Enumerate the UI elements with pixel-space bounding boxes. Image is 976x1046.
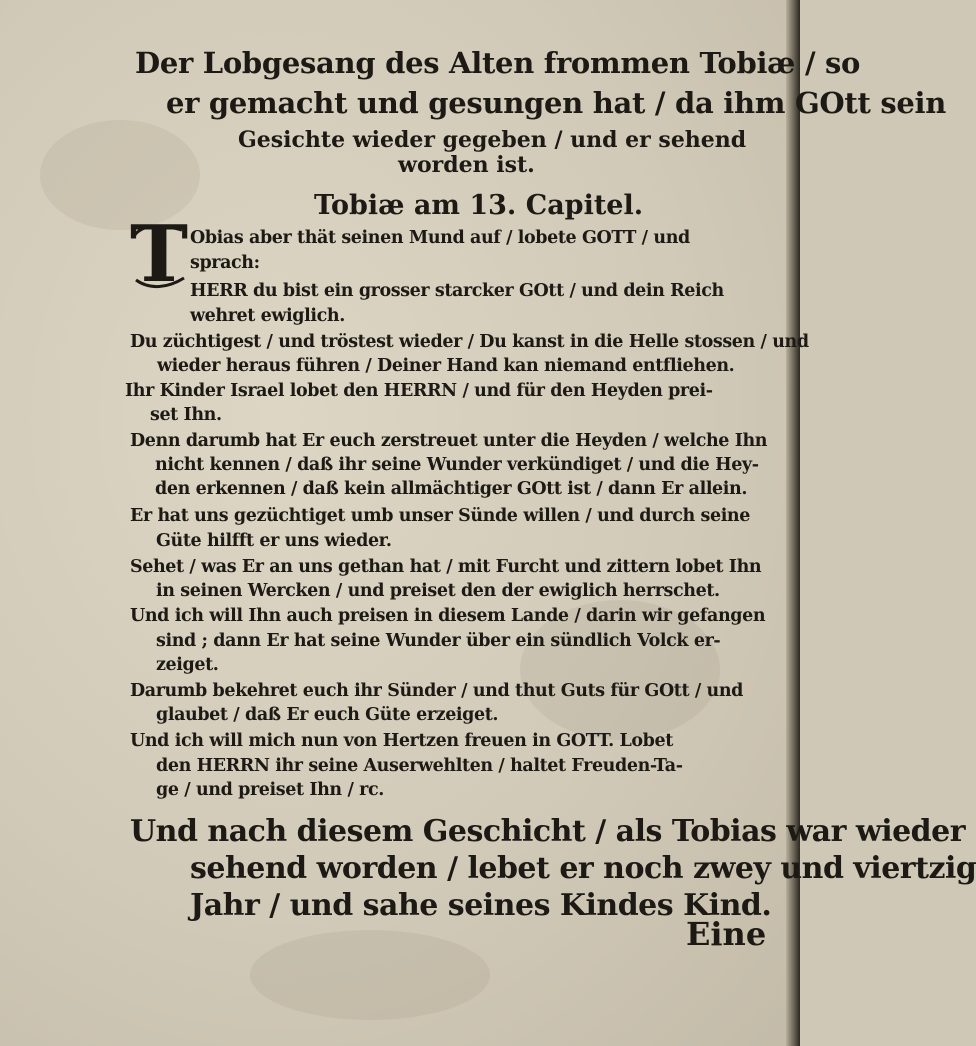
verse-line: glaubet / daß Er euch Güte erzeiget.: [156, 705, 499, 725]
verse-line: Und ich will mich nun von Hertzen freuen in GOTT. Lobet: [130, 731, 673, 751]
chapter-heading: Tobiæ am 13. Capitel.: [314, 190, 644, 221]
closing-line: Jahr / und sahe seines Kindes Kind.: [190, 888, 772, 923]
verse-line: HERR du bist ein grosser starcker GOtt / und dein Reich: [190, 281, 724, 301]
verse-line: nicht kennen / daß ihr seine Wunder verkündiget / und die Hey-: [155, 455, 759, 475]
closing-line: Und nach diesem Geschicht / als Tobias war wieder: [130, 814, 966, 849]
verse-line: Du züchtigest / und tröstest wieder / Du kanst in die Helle stossen / und: [130, 332, 809, 352]
title-line-4: worden ist.: [398, 152, 535, 178]
verse-line: ge / und preiset Ihn / rc.: [156, 780, 384, 800]
verse-line: den erkennen / daß kein allmächtiger GOtt ist / dann Er allein.: [155, 479, 748, 499]
verse-line: Und ich will Ihn auch preisen in diesem Lande / darin wir gefangen: [130, 606, 766, 626]
verse-line: in seinen Wercken / und preiset den der ewiglich herrschet.: [156, 581, 720, 601]
verse-line: Denn darumb hat Er euch zerstreuet unter die Heyden / welche Ihn: [130, 431, 768, 451]
verse-line: zeiget.: [156, 655, 219, 675]
verse-line: wehret ewiglich.: [190, 306, 345, 326]
drop-cap-letter: T: [130, 209, 189, 300]
drop-cap-initial: [130, 209, 189, 300]
verse-line: Darumb bekehret euch ihr Sünder / und thut Guts für GOtt / und: [130, 681, 744, 701]
title-line-1: Der Lobgesang des Alten frommen Tobiæ / so: [135, 46, 861, 80]
paper-stain: [250, 930, 490, 1020]
verse-line: Güte hilfft er uns wieder.: [156, 531, 392, 551]
verse-line: Er hat uns gezüchtiget umb unser Sünde willen / und durch seine: [130, 506, 750, 526]
page-edge-shadow: [786, 0, 800, 1046]
catchword: Eine: [686, 915, 767, 953]
verse-line: Sehet / was Er an uns gethan hat / mit Furcht und zittern lobet Ihn: [130, 557, 762, 577]
verse-line: den HERRN ihr seine Auserwehlten / haltet Freuden-Ta-: [156, 756, 683, 776]
verse-line: wieder heraus führen / Deiner Hand kan niemand entfliehen.: [157, 356, 735, 376]
verse-line: sprach:: [190, 253, 260, 273]
verse-line: set Ihn.: [150, 405, 222, 425]
title-line-3: Gesichte wieder gegeben / und er sehend: [238, 127, 747, 153]
verse-line: sind ; dann Er hat seine Wunder über ein sündlich Volck er-: [156, 631, 721, 651]
verse-line: Obias aber thät seinen Mund auf / lobete GOTT / und: [190, 228, 690, 248]
title-line-2: er gemacht und gesungen hat / da ihm GOtt sein: [166, 86, 947, 120]
closing-line: sehend worden / lebet er noch zwey und viertzig: [190, 851, 976, 886]
drop-cap-ornament: [130, 218, 188, 292]
verse-line: Ihr Kinder Israel lobet den HERRN / und für den Heyden prei-: [125, 381, 713, 401]
